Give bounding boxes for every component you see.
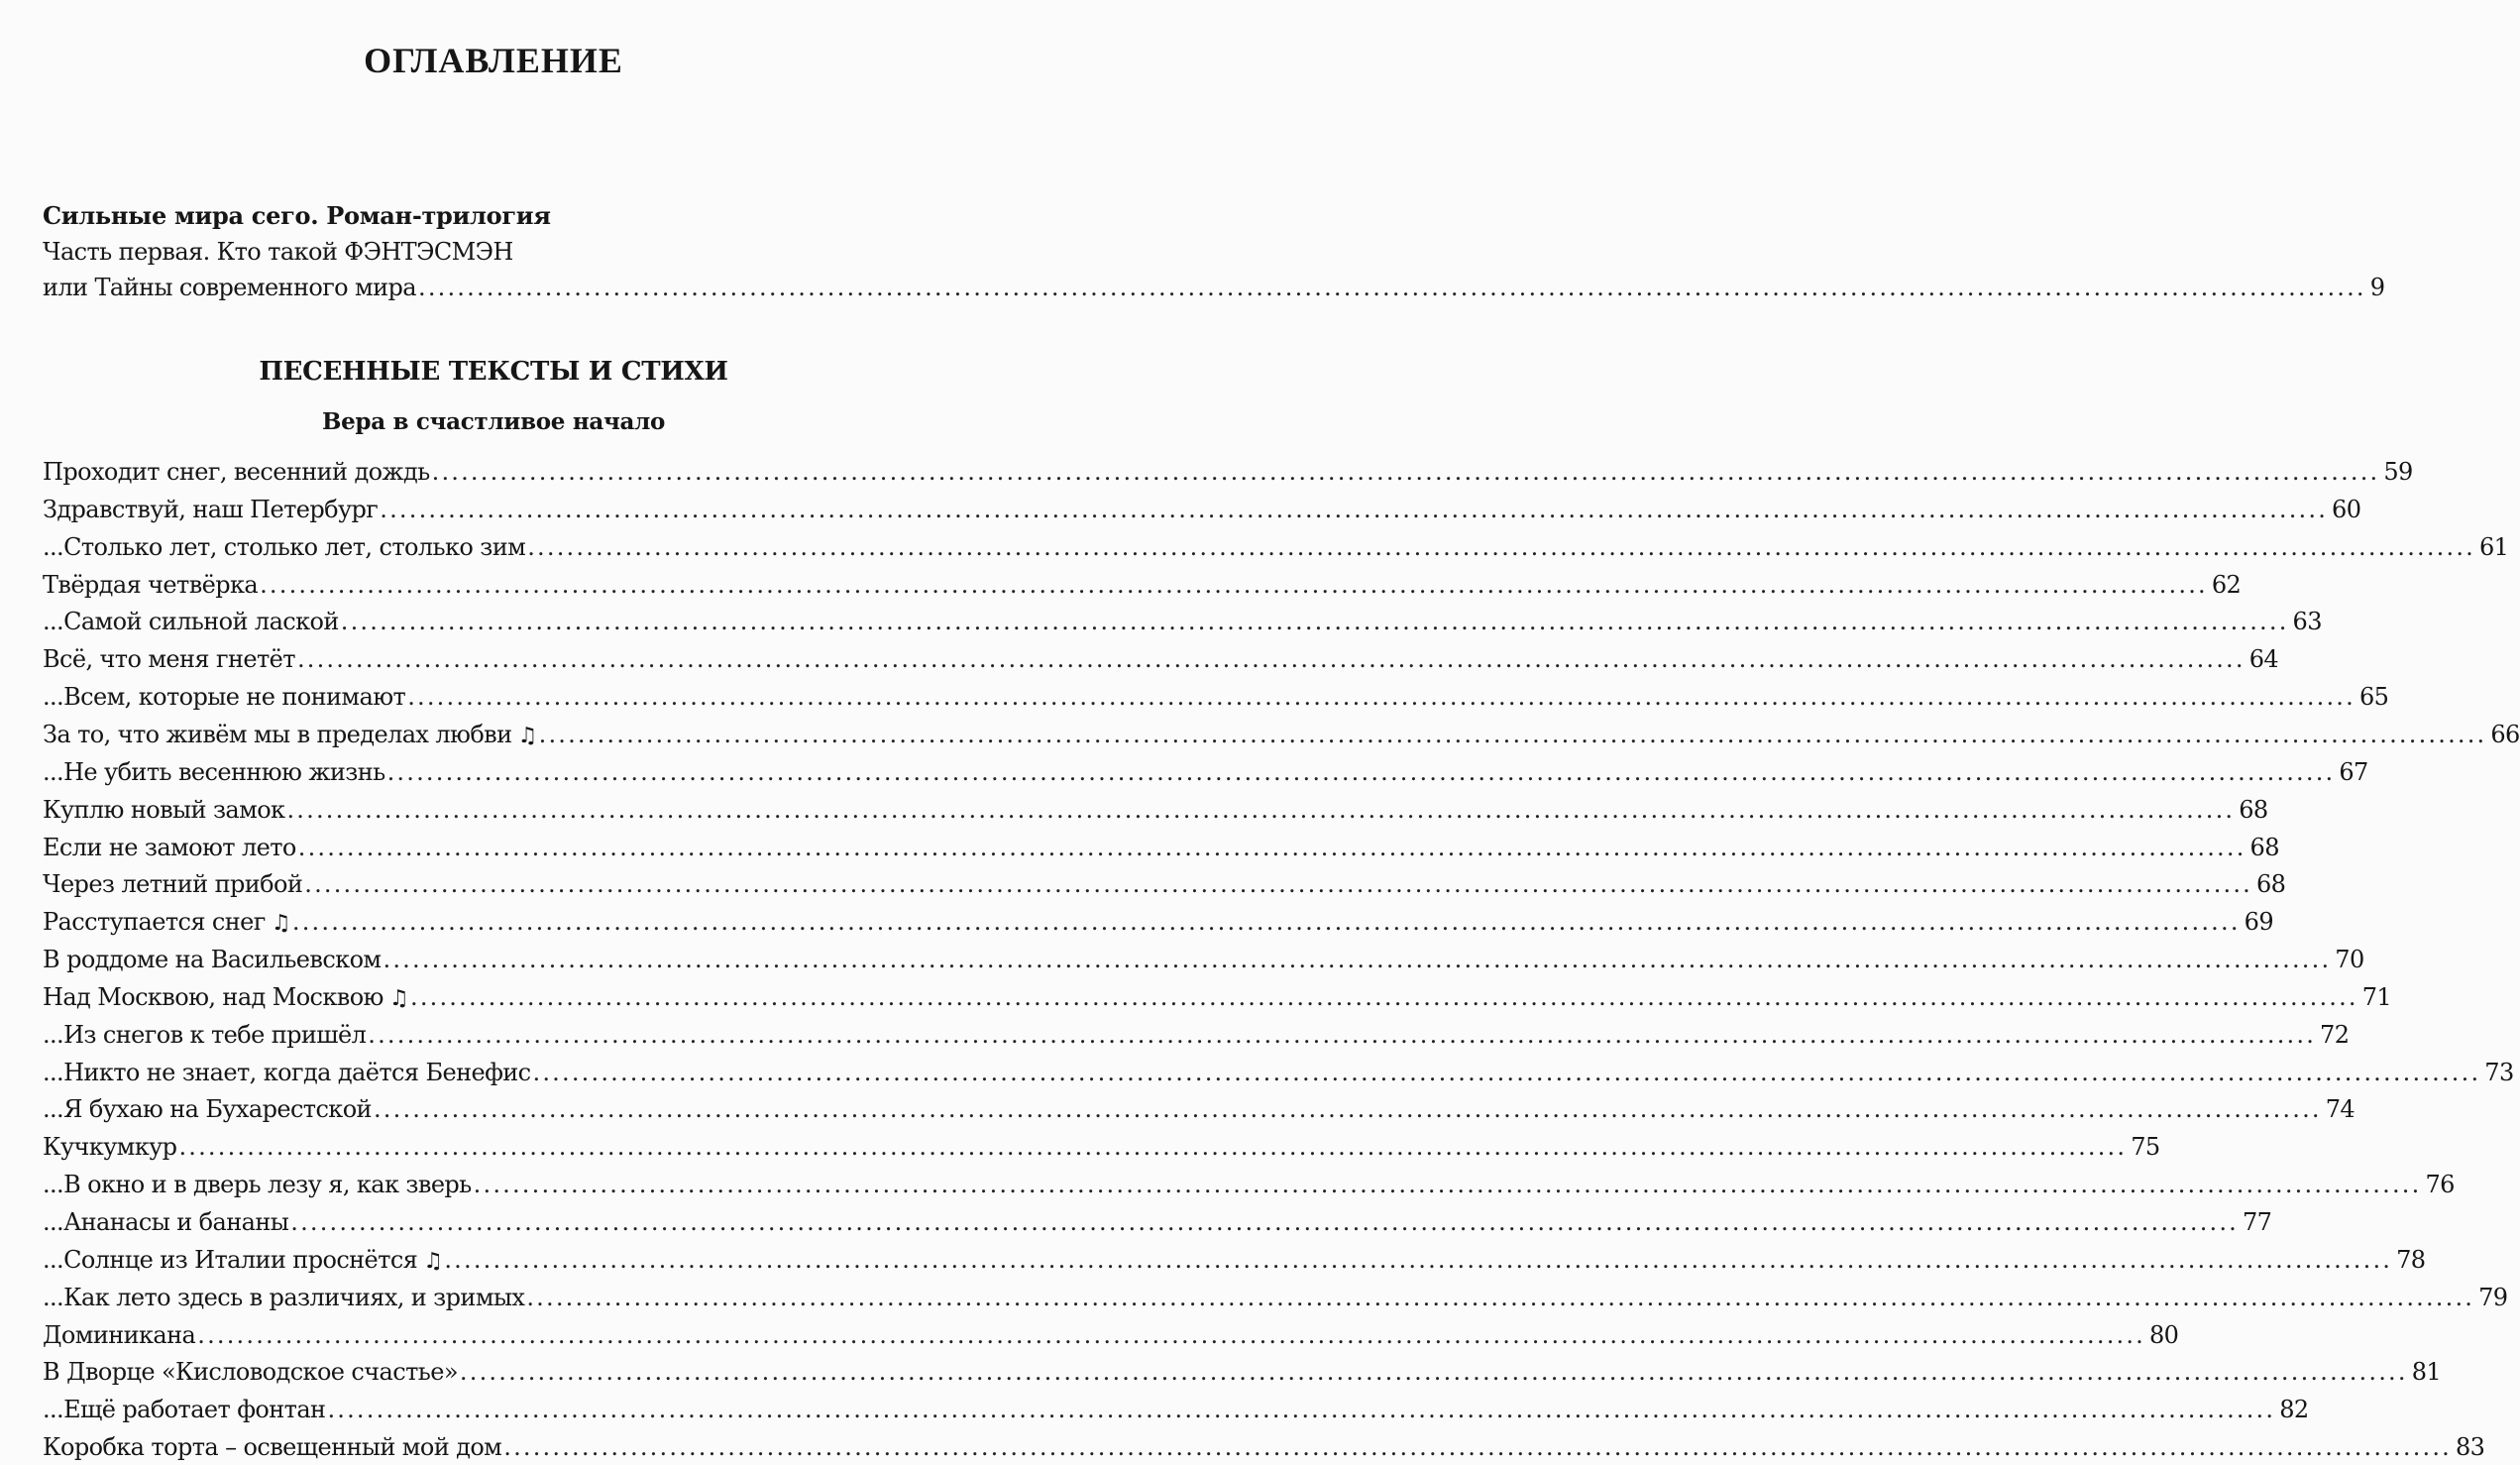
toc-entry-part-one[interactable] [43,274,2385,305]
dot-leader: ........................................................................................................................................................................................................ [532,1058,2481,1086]
toc-entry-page: 75 [2131,1133,2160,1162]
toc-entry-label: В роддоме на Васильевском [43,946,382,974]
toc-entry-label: Куплю новый замок [43,795,285,824]
toc-entry-page: 68 [2239,795,2268,824]
toc-entry-page: 70 [2335,946,2364,974]
section-title: ПЕСЕННЫЕ ТЕКСТЫ И СТИХИ [259,357,728,387]
dot-leader: ........................................................................................................................................................................................................ [527,532,2475,561]
dot-leader: ........................................................................................................................................................................................................ [290,1208,2240,1236]
toc-entry[interactable] [43,1358,2442,1390]
dot-leader: ........................................................................................................................................................................................................ [197,1320,2146,1349]
toc-entry-label: ...Солнце из Италии проснётся [43,1245,418,1274]
dot-leader: ........................................................................................................................................................................................................ [538,720,2487,748]
toc-entry[interactable] [43,1171,2455,1202]
toc-entry[interactable] [43,720,2520,752]
toc-entry[interactable] [43,532,2509,565]
toc-entry-page: 65 [2358,683,2389,712]
dot-leader: ........................................................................................................................................................................................................ [297,833,2246,861]
toc-entry[interactable] [43,1020,2350,1053]
toc-entry[interactable] [43,946,2364,977]
toc-entry[interactable] [43,1433,2485,1465]
toc-entry[interactable] [43,982,2392,1015]
toc-entry[interactable] [43,570,2242,603]
dot-leader: ........................................................................................................................................................................................................ [373,1095,2322,1124]
toc-entry[interactable] [43,683,2389,715]
toc-entry-label: ...Ананасы и бананы [43,1208,289,1236]
toc-entry-page: 60 [2332,495,2361,523]
toc-entry-label: ...Самой сильной лаской [43,608,339,636]
toc-entry-page: 61 [2479,532,2509,561]
dot-leader: ........................................................................................................................................................................................................ [386,757,2336,786]
toc-entry-page: 9 [2369,274,2385,301]
toc-entry-label: ...Как лето здесь в различиях, и зримых [43,1283,525,1311]
toc-entry-page: 68 [2249,833,2279,861]
dot-leader: ........................................................................................................................................................................................................ [327,1396,2276,1424]
toc-entry[interactable] [43,1133,2160,1165]
toc-entry-label: Через летний прибой [43,870,303,899]
toc-entry[interactable] [43,1396,2309,1427]
toc-entry-label: или Тайны современного мира [43,274,416,301]
toc-entry[interactable] [43,1245,2426,1278]
dot-leader: ........................................................................................................................................................................................................ [340,608,2289,636]
toc-entry-label: За то, что живём мы в пределах любви [43,720,512,748]
music-note-icon: ♫ [423,1248,443,1274]
toc-entry-page: 82 [2279,1396,2309,1424]
toc-entry[interactable] [43,1058,2514,1090]
toc-entry-page: 76 [2425,1171,2455,1199]
toc-entry[interactable] [43,645,2279,677]
toc-entry-page: 59 [2383,458,2413,486]
dot-leader: ........................................................................................................................................................................................................ [286,795,2236,824]
toc-entry-page: 72 [2320,1020,2350,1049]
toc-entry-page: 66 [2490,720,2520,748]
toc-entry-page: 77 [2243,1208,2272,1236]
toc-entry-label: ...Из снегов к тебе пришёл [43,1020,367,1049]
dot-leader: ........................................................................................................................................................................................................ [368,1020,2317,1049]
toc-entry-page: 62 [2211,570,2242,599]
toc-entry-page: 74 [2325,1095,2356,1124]
toc-entry-label: ...Всем, которые не понимают [43,683,406,712]
toc-entry-label: Доминикана [43,1320,196,1349]
toc-entry-page: 81 [2411,1358,2442,1387]
toc-entry-label: Кучкумкур [43,1133,177,1162]
toc-entry[interactable] [43,1320,2179,1353]
dot-leader: ........................................................................................................................................................................................................ [291,908,2241,937]
dot-leader: ........................................................................................................................................................................................................ [296,645,2246,674]
toc-entry-page: 64 [2248,645,2279,674]
toc-entry[interactable] [43,795,2268,828]
dot-leader: ........................................................................................................................................................................................................ [178,1133,2128,1162]
toc-entry[interactable] [43,608,2322,639]
toc-entry-label: ...Не убить весеннюю жизнь [43,757,385,786]
toc-entry-page: 69 [2244,908,2273,937]
toc-entry-label: Над Москвою, над Москвою [43,982,383,1011]
dot-leader: ........................................................................................................................................................................................................ [409,982,2358,1011]
dot-leader: ........................................................................................................................................................................................................ [444,1245,2393,1274]
music-note-icon: ♫ [517,723,537,748]
book-title: Сильные мира сего. Роман-трилогия [43,201,551,230]
toc-entry-label: Проходит снег, весенний дождь [43,458,430,486]
music-note-icon: ♫ [388,985,408,1011]
toc-entry-label: ...Столько лет, столько лет, столько зим [43,532,526,561]
toc-entry[interactable] [43,870,2286,902]
dot-leader: ........................................................................................................................................................................................................ [473,1171,2422,1199]
toc-entry[interactable] [43,1095,2356,1127]
toc-entry-label: ...Я бухаю на Бухарестской [43,1095,372,1124]
toc-entry[interactable] [43,1208,2272,1240]
toc-entry-page: 63 [2292,608,2322,636]
toc-entry-label: ...В окно и в дверь лезу я, как зверь [43,1171,472,1199]
page-title: ОГЛАВЛЕНИЕ [364,41,623,80]
toc-entry[interactable] [43,458,2413,490]
toc-entry-page: 71 [2361,982,2392,1011]
dot-leader: ........................................................................................................................................................................................................ [380,495,2329,523]
toc-entry-label: В Дворце «Кисловодское счастье» [43,1358,458,1387]
toc-entry-page: 67 [2339,757,2368,786]
toc-entry[interactable] [43,1283,2508,1315]
toc-entry-label: Здравствуй, наш Петербург [43,495,379,523]
toc-entry-label: Расступается снег [43,908,266,937]
toc-entry-label: Твёрдая четвёрка [43,570,259,599]
dot-leader: ........................................................................................................................................................................................................ [459,1358,2408,1387]
toc-entry-page: 73 [2484,1058,2514,1086]
toc-entry-label: ...Ещё работает фонтан [43,1396,326,1424]
dot-leader: ........................................................................................................................................................................................................ [417,274,2366,301]
toc-entry-label: Если не замоют лето [43,833,296,861]
toc-entry[interactable] [43,908,2273,940]
toc-entry[interactable] [43,495,2361,527]
music-note-icon: ♫ [271,911,290,937]
toc-entry-page: 83 [2456,1433,2485,1462]
dot-leader: ........................................................................................................................................................................................................ [407,683,2356,712]
dot-leader: ........................................................................................................................................................................................................ [383,946,2332,974]
dot-leader: ........................................................................................................................................................................................................ [526,1283,2475,1311]
dot-leader: ........................................................................................................................................................................................................ [304,870,2253,899]
subsection-title: Вера в счастливое начало [321,408,666,435]
dot-leader: ........................................................................................................................................................................................................ [431,458,2380,486]
toc-entry-page: 78 [2396,1245,2426,1274]
dot-leader: ........................................................................................................................................................................................................ [503,1433,2453,1462]
toc-entry[interactable] [43,757,2368,790]
toc-entry-label: ...Никто не знает, когда даётся Бенефис [43,1058,531,1086]
part-title-line: Часть первая. Кто такой ФЭНТЭСМЭН [43,238,513,266]
toc-entry-page: 79 [2478,1283,2508,1311]
toc-entry-label: Всё, что меня гнетёт [43,645,295,674]
toc-entry[interactable] [43,833,2279,865]
toc-entry-page: 68 [2256,870,2286,899]
toc-entry-label: Коробка торта – освещенный мой дом [43,1433,502,1462]
dot-leader: ........................................................................................................................................................................................................ [260,570,2208,599]
toc-entry-page: 80 [2149,1320,2179,1349]
